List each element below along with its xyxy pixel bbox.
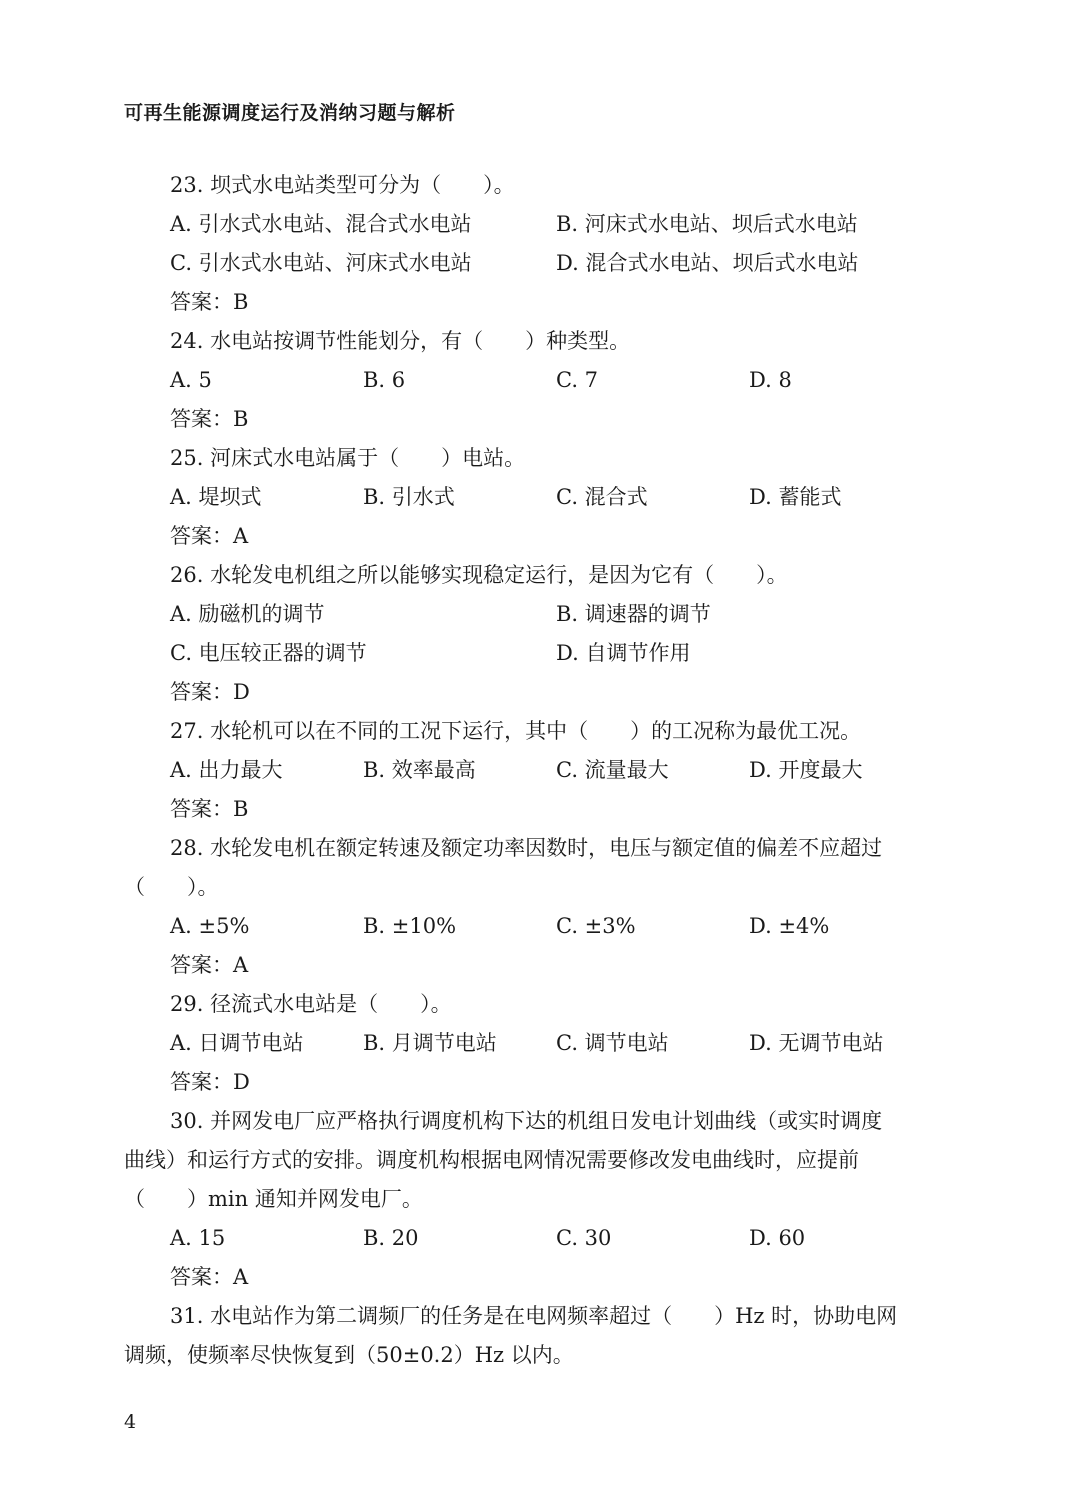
question-block [124,439,954,556]
question-stem-line: 27. 水轮机可以在不同的工况下运行，其中（ ）的工况称为最优工况。 [170,719,862,743]
option: B. 调速器的调节 [556,602,711,626]
question-block [124,985,954,1102]
page-number: 4 [124,1411,137,1433]
question-stem-line: 26. 水轮发电机组之所以能够实现稳定运行，是因为它有（ ）。 [170,563,788,587]
answer-line: 答案：D [170,1070,250,1094]
question-block [124,829,954,985]
option: B. 20 [363,1226,419,1250]
option: C. 流量最大 [556,758,669,782]
question-block [124,322,954,439]
options-row [124,751,954,790]
option: B. 河床式水电站、坝后式水电站 [556,212,858,236]
answer-line: 答案：B [170,797,249,821]
question-stem-line: 31. 水电站作为第二调频厂的任务是在电网频率超过（ ）Hz 时，协助电网 [170,1304,898,1328]
question-stem-line: 29. 径流式水电站是（ ）。 [170,992,452,1016]
option: B. ±10% [363,914,457,938]
option: A. 15 [170,1226,226,1250]
options-row [124,1024,954,1063]
option: B. 引水式 [363,485,455,509]
option: D. ±4% [749,914,830,938]
option: D. 混合式水电站、坝后式水电站 [556,251,859,275]
option: A. 5 [170,368,212,392]
option: D. 开度最大 [749,758,863,782]
question-block [124,712,954,829]
question-stem-line: 24. 水电站按调节性能划分，有（ ）种类型。 [170,329,631,353]
option: C. 30 [556,1226,612,1250]
option: A. 引水式水电站、混合式水电站 [170,212,472,236]
option: B. 6 [363,368,406,392]
question-block [124,1102,954,1297]
question-stem-line: 曲线）和运行方式的安排。调度机构根据电网情况需要修改发电曲线时，应提前 [124,1148,859,1172]
options-row [124,478,954,517]
option: D. 自调节作用 [556,641,691,665]
question-stem-line: 28. 水轮发电机在额定转速及额定功率因数时，电压与额定值的偏差不应超过 [170,836,883,860]
running-header: 可再生能源调度运行及消纳习题与解析 [124,102,456,124]
options-row [124,907,954,946]
question-stem-line: （ ）min 通知并网发电厂。 [124,1187,423,1211]
options-row [124,361,954,400]
answer-line: 答案：B [170,290,249,314]
option: A. 日调节电站 [170,1031,304,1055]
option: D. 蓄能式 [749,485,842,509]
answer-line: 答案：A [170,1265,249,1289]
option: A. 出力最大 [170,758,283,782]
question-block [124,166,954,322]
option: C. ±3% [556,914,636,938]
options-row [124,595,954,634]
question-stem-line: 25. 河床式水电站属于（ ）电站。 [170,446,526,470]
option: A. ±5% [170,914,250,938]
question-list [124,166,954,1375]
option: B. 效率最高 [363,758,476,782]
option: A. 堤坝式 [170,485,262,509]
option: D. 无调节电站 [749,1031,884,1055]
options-row [124,244,954,283]
option: A. 励磁机的调节 [170,602,325,626]
option: C. 电压较正器的调节 [170,641,367,665]
answer-line: 答案：D [170,680,250,704]
answer-line: 答案：A [170,953,249,977]
question-stem-line: 30. 并网发电厂应严格执行调度机构下达的机组日发电计划曲线（或实时调度 [170,1109,883,1133]
options-row [124,205,954,244]
question-block [124,556,954,712]
option: C. 7 [556,368,599,392]
options-row [124,1219,954,1258]
option: D. 8 [749,368,792,392]
question-stem-line: 调频，使频率尽快恢复到（50±0.2）Hz 以内。 [124,1343,574,1367]
option: D. 60 [749,1226,806,1250]
answer-line: 答案：A [170,524,249,548]
question-block [124,1297,954,1375]
option: C. 混合式 [556,485,648,509]
question-stem-line: （ ）。 [124,875,219,899]
options-row [124,634,954,673]
option: C. 引水式水电站、河床式水电站 [170,251,472,275]
answer-line: 答案：B [170,407,249,431]
question-stem-line: 23. 坝式水电站类型可分为（ ）。 [170,173,515,197]
option: B. 月调节电站 [363,1031,497,1055]
option: C. 调节电站 [556,1031,669,1055]
